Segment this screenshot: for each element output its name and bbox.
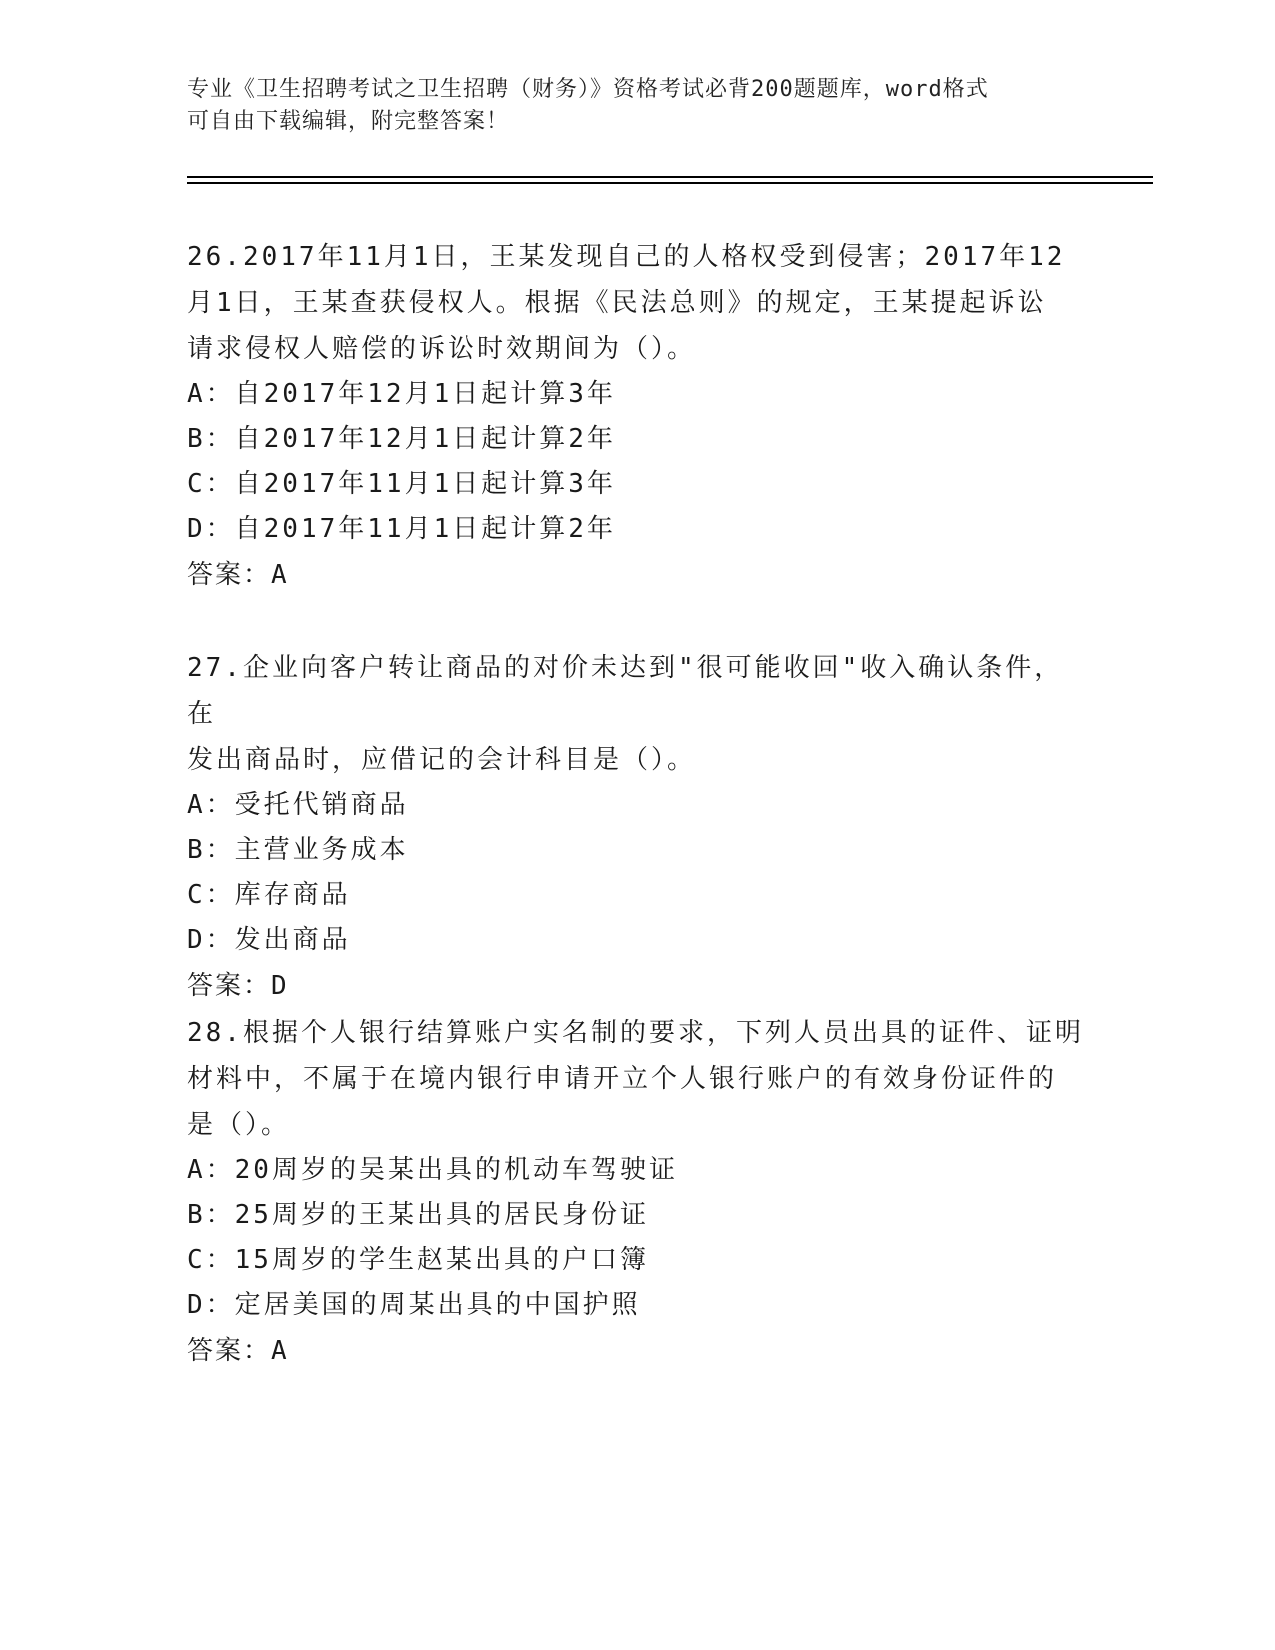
option-d: D：发出商品 <box>187 925 351 955</box>
option-a: A：自2017年12月1日起计算3年 <box>187 379 616 409</box>
option-c: C：自2017年11月1日起计算3年 <box>187 469 616 499</box>
answer-line: 答案：A <box>187 1336 289 1366</box>
question-stem <box>187 1010 1087 1148</box>
question-stem-line: 27.企业向客户转让商品的对价未达到"很可能收回"收入确认条件，在 <box>187 653 1064 729</box>
option-c: C：库存商品 <box>187 880 351 910</box>
option-d: D：自2017年11月1日起计算2年 <box>187 514 616 544</box>
question-stem-line: 是（）。 <box>187 1110 291 1140</box>
question-stem <box>187 645 1087 783</box>
question-26 <box>187 234 1087 598</box>
question-stem <box>187 234 1087 372</box>
option-d: D：定居美国的周某出具的中国护照 <box>187 1290 641 1320</box>
header-line-1: 专业《卫生招聘考试之卫生招聘（财务）》资格考试必背200题题库，word格式 <box>187 77 989 102</box>
option-b: B：25周岁的王某出具的居民身份证 <box>187 1200 649 1230</box>
question-stem-line: 28.根据个人银行结算账户实名制的要求，下列人员出具的证件、证明 <box>187 1018 1084 1048</box>
question-stem-line: 材料中，不属于在境内银行申请开立个人银行账户的有效身份证件的 <box>187 1064 1058 1094</box>
question-stem-line: 发出商品时，应借记的会计科目是（）。 <box>187 745 697 775</box>
document-header <box>187 74 1067 138</box>
question-27 <box>187 645 1087 1009</box>
option-a: A：受托代销商品 <box>187 790 409 820</box>
option-b: B：主营业务成本 <box>187 835 409 865</box>
answer-line: 答案：A <box>187 560 289 590</box>
answer-line: 答案：D <box>187 971 289 1001</box>
question-28 <box>187 1010 1087 1374</box>
option-c: C：15周岁的学生赵某出具的户口簿 <box>187 1245 649 1275</box>
question-stem-line: 26.2017年11月1日，王某发现自己的人格权受到侵害；2017年12 <box>187 242 1066 272</box>
question-stem-line: 月1日，王某查获侵权人。根据《民法总则》的规定，王某提起诉讼 <box>187 288 1047 318</box>
header-divider-top <box>187 176 1153 178</box>
option-a: A：20周岁的吴某出具的机动车驾驶证 <box>187 1155 678 1185</box>
question-stem-line: 请求侵权人赔偿的诉讼时效期间为（）。 <box>187 334 697 364</box>
option-b: B：自2017年12月1日起计算2年 <box>187 424 616 454</box>
header-line-2: 可自由下载编辑，附完整答案！ <box>187 109 510 134</box>
header-divider-bottom <box>187 182 1153 184</box>
